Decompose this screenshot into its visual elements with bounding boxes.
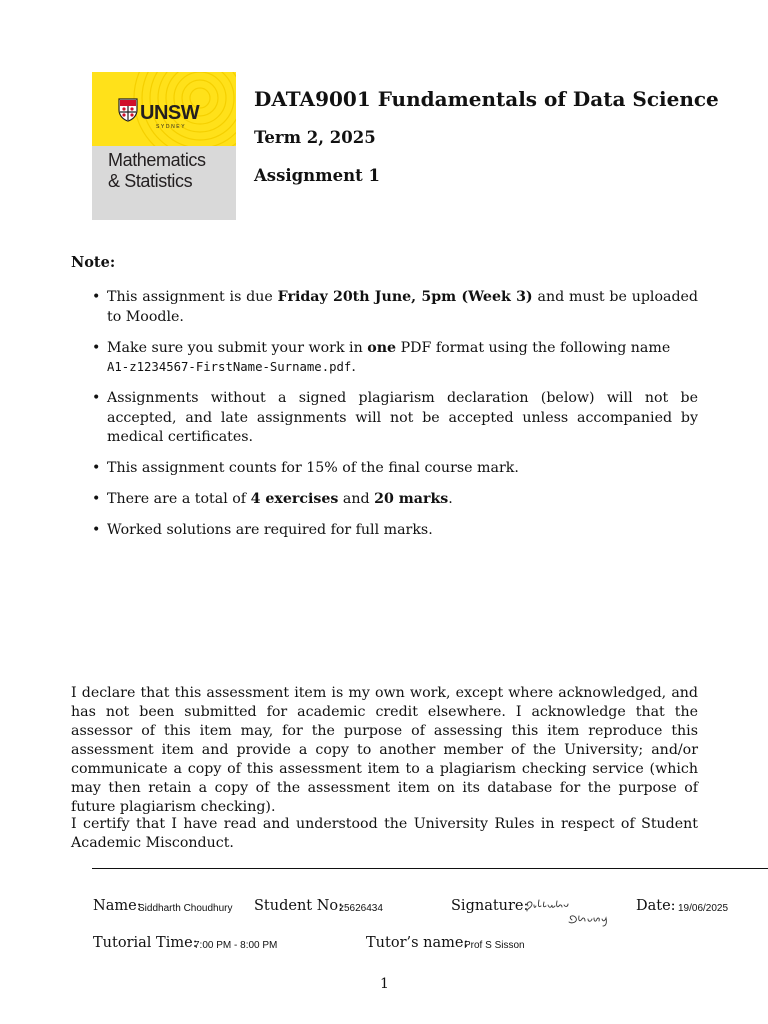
signature-label: Signature: [451,898,529,914]
divider-line [92,868,768,869]
list-item: • Worked solutions are required for full marks. [92,521,698,541]
unsw-math-stats-logo [92,72,236,220]
unsw-crest-icon [118,98,138,122]
tutor-name-label: Tutor’s name: [366,935,469,951]
logo-yellow-panel [92,72,236,146]
list-item: • This assignment is due Friday 20th June, 5pm (Week 3) and must be uploaded to Moodle. [92,288,698,327]
logo-line-statistics: & Statistics [108,171,193,191]
name-value: Siddharth Choudhury [138,903,233,914]
logo-sub: SYDNEY [156,124,187,130]
term-label: Term 2, 2025 [254,128,376,147]
assignment-label: Assignment 1 [254,166,380,185]
list-item: • There are a total of 4 exercises and 20 marks. [92,490,698,510]
list-item: • Assignments without a signed plagiarism declaration (below) will not be accepted, and late assignments will not be accepted unless accompanied by medical certificates. [92,389,698,448]
note-list [92,288,698,552]
page-number: 1 [380,976,389,992]
list-item: • This assignment counts for 15% of the final course mark. [92,459,698,479]
name-label: Name: [93,898,142,914]
logo-brand: UNSW [140,102,200,124]
note-heading: Note: [71,254,116,271]
logo-grey-panel [92,146,236,220]
filename-format: A1-z1234567-FirstName-Surname.pdf [107,360,352,374]
tutorial-time-label: Tutorial Time: [93,935,198,951]
logo-line-mathematics: Mathematics [108,150,206,170]
date-label: Date: [636,898,676,914]
plagiarism-declaration: I declare that this assessment item is my own work, except where acknowledged, and has not been submitted for academic credit elsewhere. I acknowledge that the assessor of this item may, for the purpose of assessing this item reproduce this assessment item and provide a copy to another member of the University; and/or communicate a copy of this assessment item to a plagiarism checking service (which may then retain a copy of the assessment item on its database for the purpose of future plagiarism checking). [71,685,698,815]
student-no-value: z5626434 [339,903,383,914]
student-no-label: Student No: [254,898,344,914]
tutor-name-value: Prof S Sisson [464,940,525,951]
date-value: 19/06/2025 [678,903,729,914]
tutorial-time-value: 7:00 PM - 8:00 PM [194,940,278,951]
signature-image [522,896,618,930]
course-title: DATA9001 Fundamentals of Data Science [254,87,719,111]
list-item: • Make sure you submit your work in one PDF format using the following name A1-z1234567-FirstName-Surname.pdf. [92,339,698,378]
certify-statement: I certify that I have read and understood the University Rules in respect of Student Academic Misconduct. [71,816,698,851]
